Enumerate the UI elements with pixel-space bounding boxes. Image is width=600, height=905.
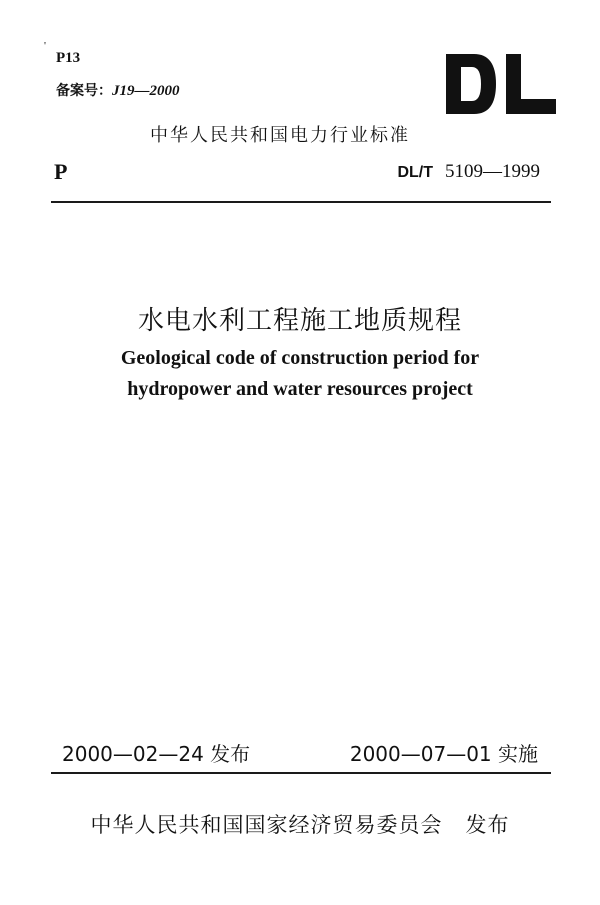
standard-prefix: DL/T xyxy=(397,164,433,181)
issue-date: 2000—02—24 发布 xyxy=(62,742,251,766)
title-english-line-1: Geological code of construction period for xyxy=(120,347,480,369)
bottom-divider xyxy=(51,772,551,774)
implementation-date: 2000—07—01 实施 xyxy=(349,742,538,766)
stray-mark: ' xyxy=(44,40,46,52)
record-number-value: J19—2000 xyxy=(112,83,180,99)
title-chinese: 水电水利工程施工地质规程 xyxy=(137,306,462,336)
standard-number: 5109—1999 xyxy=(445,161,540,182)
industry-standard-heading: 中华人民共和国电力行业标准 xyxy=(150,125,410,146)
publisher: 中华人民共和国国家经济贸易委员会 发布 xyxy=(90,813,510,837)
title-english-line-2: hydropower and water resources project xyxy=(127,378,473,400)
classification-code: P13 xyxy=(56,50,81,66)
classification-letter: P xyxy=(54,159,68,184)
standard-code xyxy=(397,161,540,183)
record-label: 备案号： xyxy=(56,83,112,99)
record-number xyxy=(56,80,180,100)
dl-logo xyxy=(444,50,558,120)
top-divider xyxy=(51,201,551,203)
